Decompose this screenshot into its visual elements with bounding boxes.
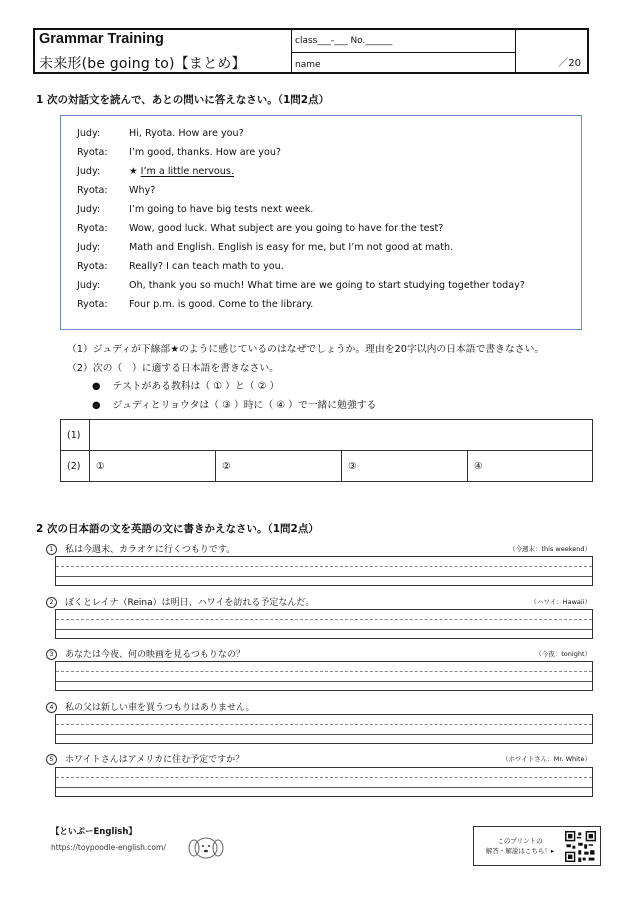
bullet-item: ● テストがある教科は（ ① ）と（ ② ）: [92, 381, 280, 392]
bullet-icon: ●: [92, 381, 101, 392]
answer-cell[interactable]: ②: [216, 451, 342, 482]
translation-question: 3 あなたは今夜、何の映画を見るつもりなの？ （今夜：tonight）: [46, 647, 591, 660]
number-circle-icon: 4: [46, 702, 57, 713]
dialogue-box: [60, 115, 582, 330]
row-label: (1): [61, 420, 90, 451]
section2-title: 2 次の日本語の文を英語の文に書きかえなさい。（1問2点）: [36, 523, 319, 535]
dialogue-line: Judy: Math and English. English is easy for me, but I’m not good at math.: [77, 242, 454, 253]
title-japanese: 未来形(be going to)【まとめ】: [39, 56, 246, 72]
dialogue-line: Ryota: I’m good, thanks. How are you?: [77, 147, 282, 158]
bullet-item: ● ジュディとリョウタは（ ③ ）時に（ ④ ）で一緒に勉強する: [92, 400, 377, 411]
score-cell: [515, 30, 587, 72]
answer-lines[interactable]: [55, 556, 593, 586]
qr-code-icon[interactable]: [565, 831, 596, 862]
translation-question: 5 ホワイトさんはアメリカに住む予定ですか？ （ホワイトさん：Mr. White）: [46, 752, 591, 765]
site-url[interactable]: https://toypoodle-english.com/: [51, 843, 166, 852]
answer-lines[interactable]: [55, 714, 593, 744]
dialogue-line: Judy: ★ I’m a little nervous.: [77, 166, 234, 177]
answer-cell[interactable]: ③: [342, 451, 468, 482]
class-name-cell: [291, 30, 516, 72]
class-number-field[interactable]: class___-___ No.______: [295, 36, 393, 46]
underlined-sentence: I’m a little nervous.: [140, 166, 234, 177]
answer-lines[interactable]: [55, 767, 593, 797]
answer-cell[interactable]: ①: [90, 451, 216, 482]
translation-question: 4 私の父は新しい車を買うつもりはありません。: [46, 700, 591, 713]
dialogue-line: Judy: I’m going to have big tests next week.: [77, 204, 314, 215]
answer-lines[interactable]: [55, 609, 593, 639]
dialogue-line: Judy: Oh, thank you so much! What time are we going to start studying together today?: [77, 280, 525, 291]
hint-text: （ホワイトさん：Mr. White）: [501, 755, 591, 763]
star-mark: ★: [129, 166, 141, 177]
title-cell: [35, 30, 292, 72]
brand-name: 【といぷーEnglish】: [51, 827, 137, 837]
worksheet-header: [33, 28, 589, 74]
number-circle-icon: 5: [46, 754, 57, 765]
translation-question: 2 ぼくとレイナ（Reina）は明日、ハワイを訪れる予定なんだ。 （ハワイ：Hawaii）: [46, 595, 591, 608]
dialogue-line: Judy: Hi, Ryota. How are you?: [77, 128, 244, 139]
answer-link-box[interactable]: このプリントの 解答・解説はこちら！▸: [473, 826, 601, 866]
number-circle-icon: 3: [46, 649, 57, 660]
dialogue-line: Ryota: Wow, good luck. What subject are you going to have for the test?: [77, 223, 444, 234]
answer-cell[interactable]: ④: [468, 451, 593, 482]
number-circle-icon: 2: [46, 597, 57, 608]
dialogue-line: Ryota: Why?: [77, 185, 156, 196]
question-1: （1）ジュディが下線部★のように感じているのはなぜでしょうか。理由を20字以内の日本語で書きなさい。: [67, 344, 545, 355]
hint-text: （ハワイ：Hawaii）: [530, 598, 591, 606]
dialogue-line: Ryota: Really? I can teach math to you.: [77, 261, 284, 272]
question-2: （2）次の（ ）に適する日本語を書きなさい。: [67, 363, 279, 374]
title-english: Grammar Training: [39, 31, 164, 47]
answer-table: [60, 419, 593, 482]
hint-text: （今夜：tonight）: [535, 650, 591, 658]
translation-question: 1 私は今週末、カラオケに行くつもりです。 （今週末：this weekend）: [46, 542, 591, 555]
section1-title: 1 次の対話文を読んで、あとの問いに答えなさい。（1問2点）: [36, 94, 330, 106]
name-field[interactable]: name: [295, 60, 321, 70]
answer-lines[interactable]: [55, 661, 593, 691]
row-label: (2): [61, 451, 90, 482]
bullet-icon: ●: [92, 400, 101, 411]
score-total: ／20: [558, 58, 581, 69]
answer-cell[interactable]: [90, 420, 593, 451]
number-circle-icon: 1: [46, 544, 57, 555]
poodle-logo-icon: [186, 831, 226, 863]
hint-text: （今週末：this weekend）: [508, 545, 591, 553]
dialogue-line: Ryota: Four p.m. is good. Come to the library.: [77, 299, 314, 310]
